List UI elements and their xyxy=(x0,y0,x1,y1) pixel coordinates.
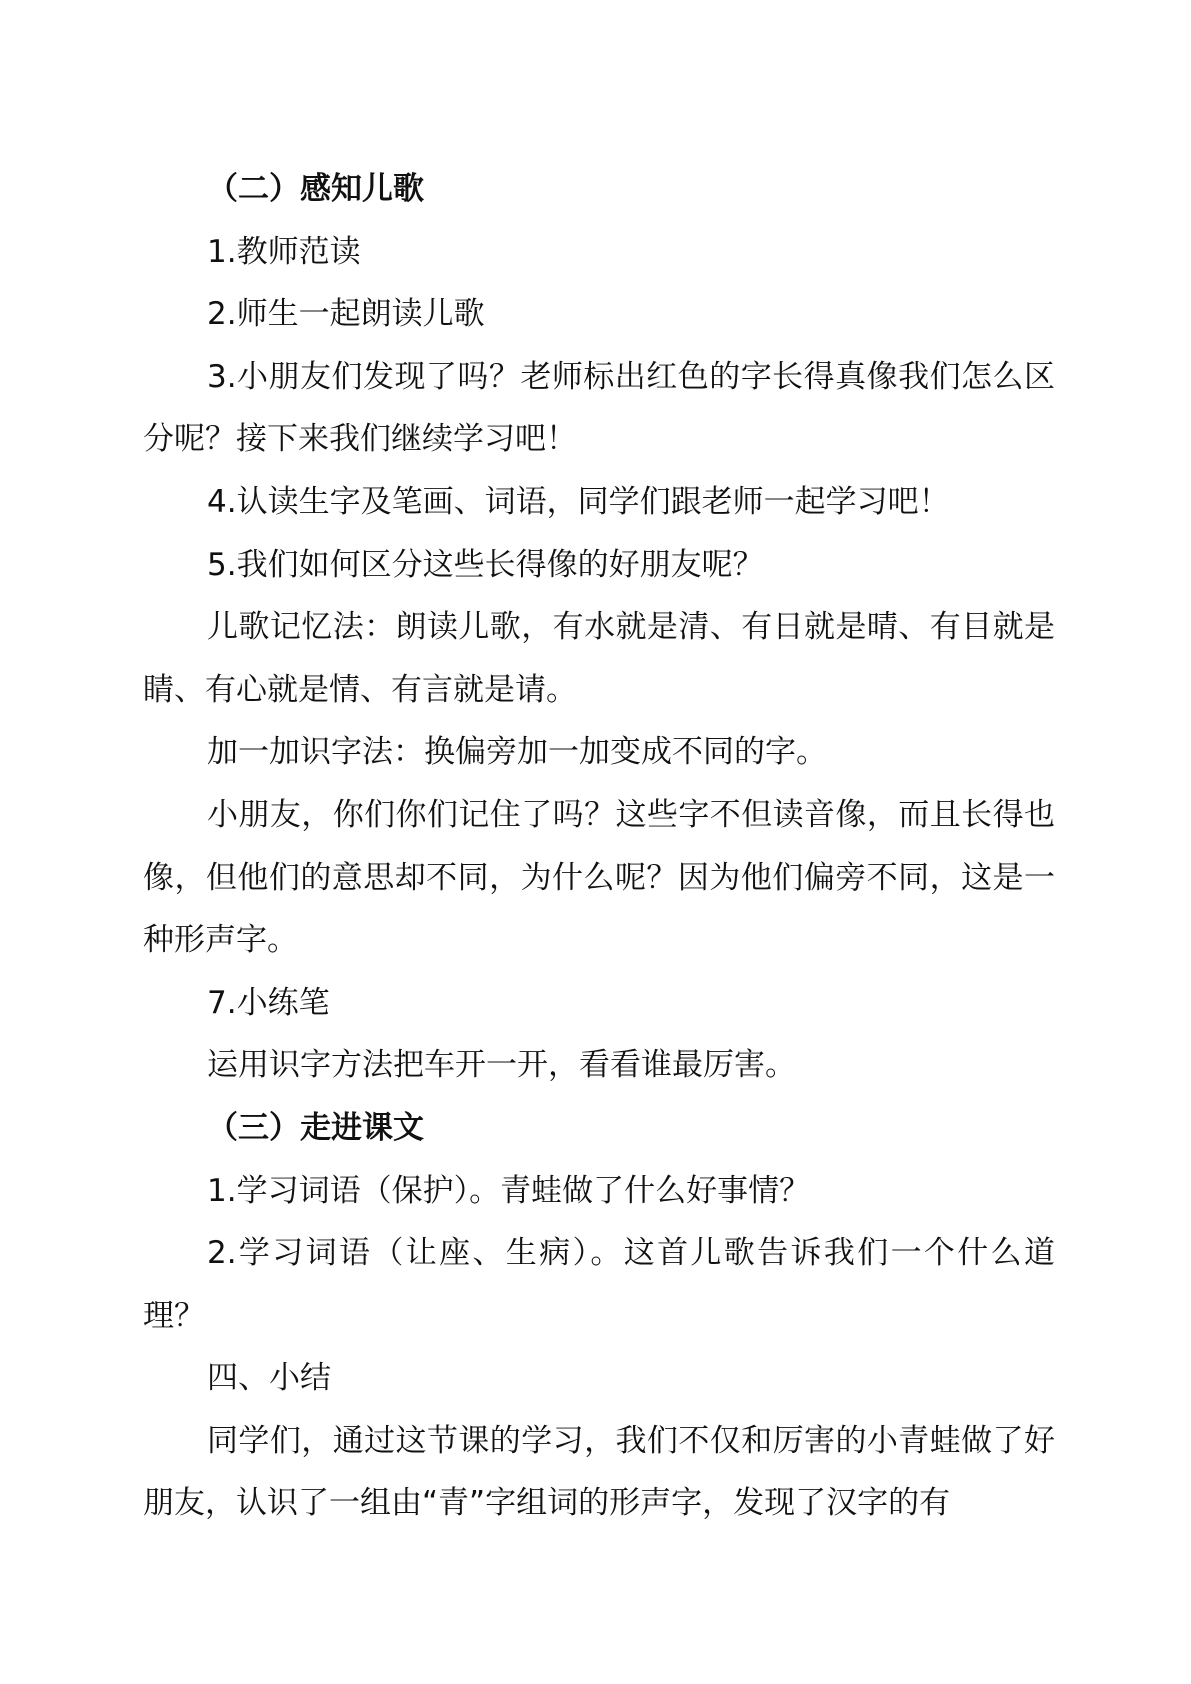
paragraph-drive-the-car: 运用识字方法把车开一开，看看谁最厉害。 xyxy=(207,1047,796,1084)
paragraph-phono-semantic-characters: 小朋友，你们你们记住了吗？这些字不但读音像，而且长得也像，但他们的意思却不同，为什么呢？因为他们偏旁不同，这是一种形声字。 xyxy=(143,796,1055,959)
section-heading-enter-text: （三）走进课文 xyxy=(207,1109,424,1146)
paragraph-song-memory-method: 儿歌记忆法：朗读儿歌，有水就是清、有日就是晴、有目就是睛、有心就是情、有言就是请。 xyxy=(143,609,1055,708)
paragraph-red-characters: 3.小朋友们发现了吗？老师标出红色的字长得真像我们怎么区分呢？接下来我们继续学习吧！ xyxy=(143,358,1055,458)
paragraph-add-radical-method: 加一加识字法：换偏旁加一加变成不同的字。 xyxy=(207,734,827,771)
paragraph-learn-characters: 4.认读生字及笔画、词语，同学们跟老师一起学习吧！ xyxy=(207,483,950,520)
paragraph-teacher-reading: 1.教师范读 xyxy=(207,233,361,270)
paragraph-read-together: 2.师生一起朗读儿歌 xyxy=(207,296,485,333)
paragraph-summary-text: 同学们，通过这节课的学习，我们不仅和厉害的小青蛙做了好朋友，认识了一组由“青”字组词的形声字，发现了汉字的有 xyxy=(143,1422,1055,1522)
section-heading-perceive-song: （二）感知儿歌 xyxy=(207,171,424,207)
paragraph-learn-protect: 1.学习词语（保护）。青蛙做了什么好事情？ xyxy=(207,1172,811,1209)
document-body xyxy=(143,158,1055,1535)
paragraph-writing-practice: 7.小练笔 xyxy=(207,984,330,1021)
paragraph-learn-give-seat: 2.学习词语（让座、生病）。这首儿歌告诉我们一个什么道理？ xyxy=(143,1235,1055,1334)
paragraph-distinguish-friends: 5.我们如何区分这些长得像的好朋友呢？ xyxy=(207,546,764,583)
section-heading-summary: 四、小结 xyxy=(207,1360,331,1397)
